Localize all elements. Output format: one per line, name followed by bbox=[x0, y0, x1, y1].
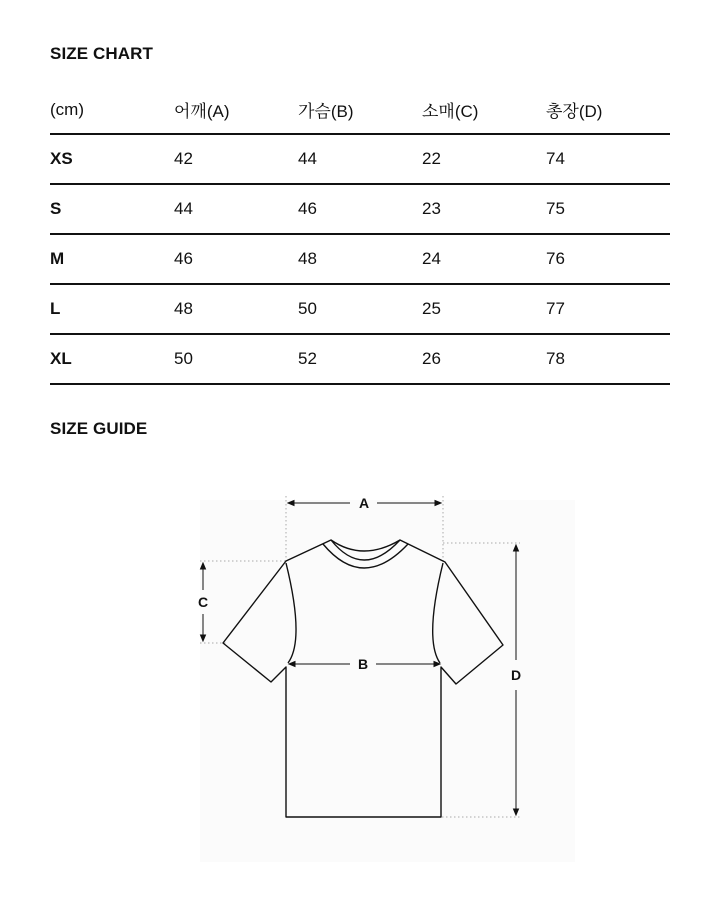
chest-cell: 50 bbox=[298, 284, 422, 334]
sleeve-cell: 25 bbox=[422, 284, 546, 334]
shoulder-cell: 44 bbox=[174, 184, 298, 234]
column-header-length: 총장(D) bbox=[546, 86, 670, 134]
table-row bbox=[50, 184, 670, 234]
size-cell: XS bbox=[50, 134, 174, 184]
size-guide-title: SIZE GUIDE bbox=[50, 419, 148, 438]
size-cell: S bbox=[50, 184, 174, 234]
size-chart-title: SIZE CHART bbox=[50, 44, 153, 63]
column-header-shoulder: 어깨(A) bbox=[174, 86, 298, 134]
shoulder-cell: 48 bbox=[174, 284, 298, 334]
length-cell: 76 bbox=[546, 234, 670, 284]
dimension-label-a: A bbox=[358, 495, 370, 511]
sleeve-cell: 23 bbox=[422, 184, 546, 234]
size-cell: XL bbox=[50, 334, 174, 384]
column-header-sleeve: 소매(C) bbox=[422, 86, 546, 134]
shoulder-cell: 46 bbox=[174, 234, 298, 284]
chest-cell: 48 bbox=[298, 234, 422, 284]
dimension-label-b: B bbox=[357, 656, 369, 672]
shoulder-cell: 50 bbox=[174, 334, 298, 384]
table-row bbox=[50, 334, 670, 384]
length-cell: 75 bbox=[546, 184, 670, 234]
size-cell: L bbox=[50, 284, 174, 334]
length-cell: 74 bbox=[546, 134, 670, 184]
table-row bbox=[50, 284, 670, 334]
size-chart-table bbox=[50, 86, 670, 385]
chest-cell: 52 bbox=[298, 334, 422, 384]
length-cell: 78 bbox=[546, 334, 670, 384]
shoulder-cell: 42 bbox=[174, 134, 298, 184]
tshirt-measurement-diagram bbox=[195, 490, 585, 870]
dimension-label-c: C bbox=[197, 594, 209, 610]
sleeve-cell: 26 bbox=[422, 334, 546, 384]
chest-cell: 46 bbox=[298, 184, 422, 234]
table-header-row bbox=[50, 86, 670, 134]
sleeve-cell: 24 bbox=[422, 234, 546, 284]
sleeve-cell: 22 bbox=[422, 134, 546, 184]
length-cell: 77 bbox=[546, 284, 670, 334]
table-row bbox=[50, 234, 670, 284]
size-cell: M bbox=[50, 234, 174, 284]
column-header-unit: (cm) bbox=[50, 86, 174, 134]
table-row bbox=[50, 134, 670, 184]
chest-cell: 44 bbox=[298, 134, 422, 184]
dimension-label-d: D bbox=[510, 667, 522, 683]
column-header-chest: 가슴(B) bbox=[298, 86, 422, 134]
